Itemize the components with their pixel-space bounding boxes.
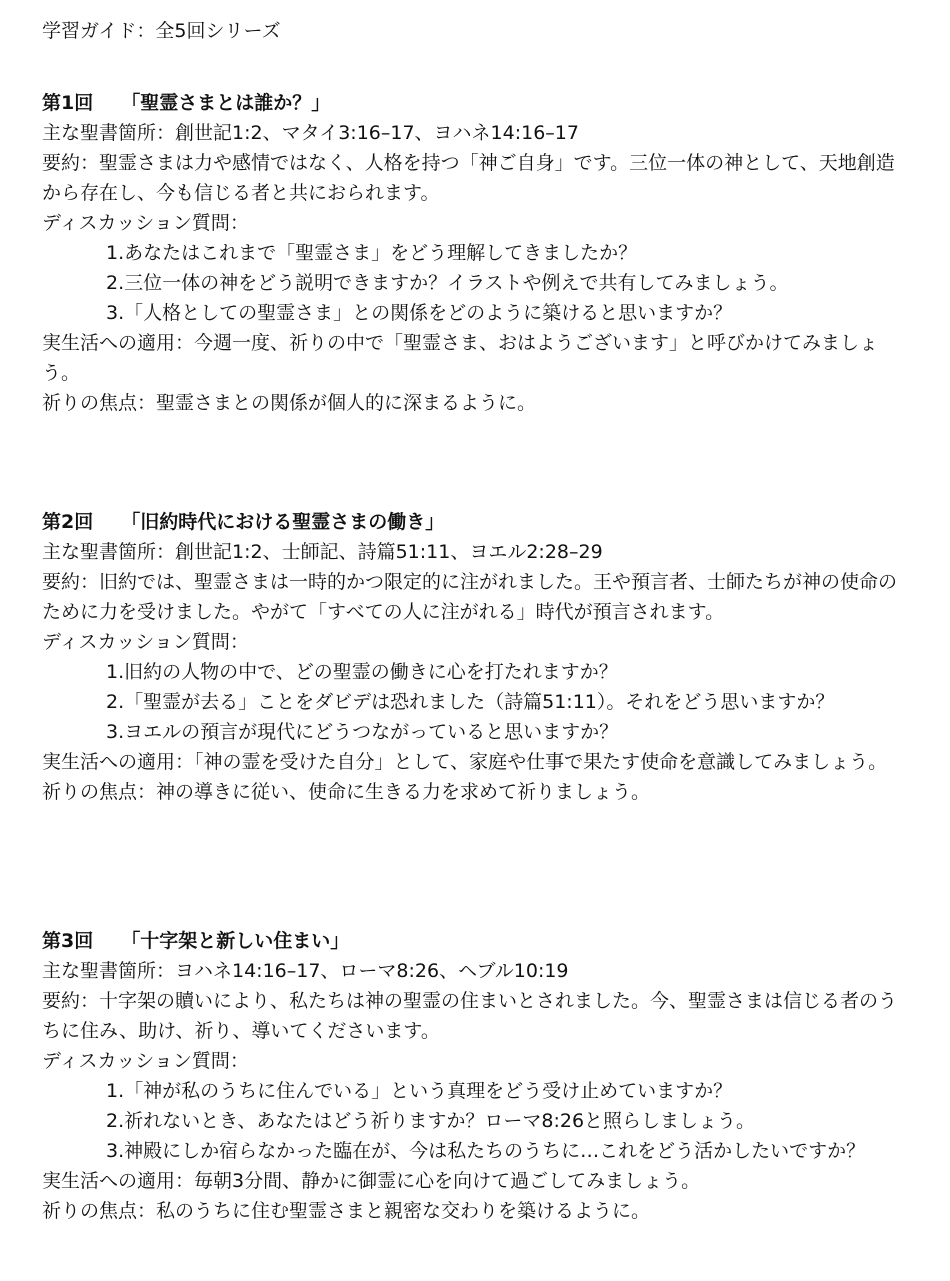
scripture-references: 主な聖書箇所：ヨハネ14:16–17、ローマ8:26、ヘブル10:19 [42, 960, 569, 982]
study-guide-page [42, 16, 902, 1222]
session-heading [42, 507, 902, 537]
discussion-question: 2.三位一体の神をどう説明できますか？イラストや例えで共有してみましょう。 [106, 272, 789, 294]
session-number: 第2回 [42, 511, 94, 533]
life-application: 実生活への適用：今週一度、祈りの中で「聖霊さま、おはようございます」と呼びかけてみましょう。 [42, 332, 879, 384]
session-heading [42, 88, 902, 118]
discussion-question: 2.祈れないとき、あなたはどう祈りますか？ローマ8:26と照らしましょう。 [106, 1110, 756, 1132]
discussion-question: 1.「神が私のうちに住んでいる」という真理をどう受け止めていますか？ [106, 1080, 733, 1102]
session-title: 「聖霊さまとは誰か？」 [121, 92, 331, 114]
discussion-question: 2.「聖霊が去る」ことをダビデは恐れました（詩篇51:11）。それをどう思いますか？ [106, 691, 835, 713]
prayer-focus: 祈りの焦点：神の導きに従い、使命に生きる力を求めて祈りましょう。 [42, 781, 651, 803]
document-title: 学習ガイド：全5回シリーズ [42, 20, 281, 42]
discussion-question: 3.神殿にしか宿らなかった臨在が、今は私たちのうちに…これをどう活かしたいですか？ [106, 1140, 866, 1162]
scripture-references: 主な聖書箇所：創世記1:2、士師記、詩篇51:11、ヨエル2:28–29 [42, 541, 603, 563]
life-application: 実生活への適用：毎朝3分間、静かに御霊に心を向けて過ごしてみましょう。 [42, 1170, 701, 1192]
life-application: 実生活への適用：「神の霊を受けた自分」として、家庭や仕事で果たす使命を意識してみましょう。 [42, 751, 888, 773]
session-summary: 要約：十字架の贖いにより、私たちは神の聖霊の住まいとされました。今、聖霊さまは信じる者のうちに住み、助け、祈り、導いてくださいます。 [42, 990, 898, 1042]
discussion-question: 1.あなたはこれまで「聖霊さま」をどう理解してきましたか？ [106, 242, 638, 264]
session-section [42, 507, 902, 807]
discussion-question: 3.ヨエルの預言が現代にどうつながっていると思いますか？ [106, 721, 619, 743]
discussion-question: 1.旧約の人物の中で、どの聖霊の働きに心を打たれますか？ [106, 661, 618, 683]
scripture-references: 主な聖書箇所：創世記1:2、マタイ3:16–17、ヨハネ14:16–17 [42, 122, 579, 144]
discussion-questions [42, 1076, 902, 1166]
session-summary: 要約：旧約では、聖霊さまは一時的かつ限定的に注がれました。王や預言者、士師たちが神の使命のために力を受けました。やがて「すべての人に注がれる」時代が預言されます。 [42, 571, 898, 623]
session-section [42, 926, 902, 1226]
discussion-questions [42, 238, 902, 328]
session-number: 第3回 [42, 930, 94, 952]
discussion-label: ディスカッション質問： [42, 1050, 249, 1072]
discussion-label: ディスカッション質問： [42, 631, 249, 653]
session-summary: 要約：聖霊さまは力や感情ではなく、人格を持つ「神ご自身」です。三位一体の神として、天地創造から存在し、今も信じる者と共におられます。 [42, 152, 895, 204]
discussion-questions [42, 657, 902, 747]
session-number: 第1回 [42, 92, 94, 114]
session-heading [42, 926, 902, 956]
prayer-focus: 祈りの焦点：聖霊さまとの関係が個人的に深まるように。 [42, 392, 537, 414]
discussion-question: 3.「人格としての聖霊さま」との関係をどのように築けると思いますか？ [106, 302, 733, 324]
session-section [42, 88, 902, 418]
session-title: 「十字架と新しい住まい」 [121, 930, 350, 952]
discussion-label: ディスカッション質問： [42, 212, 249, 234]
prayer-focus: 祈りの焦点：私のうちに住む聖霊さまと親密な交わりを築けるように。 [42, 1200, 651, 1222]
session-title: 「旧約時代における聖霊さまの働き」 [121, 511, 445, 533]
